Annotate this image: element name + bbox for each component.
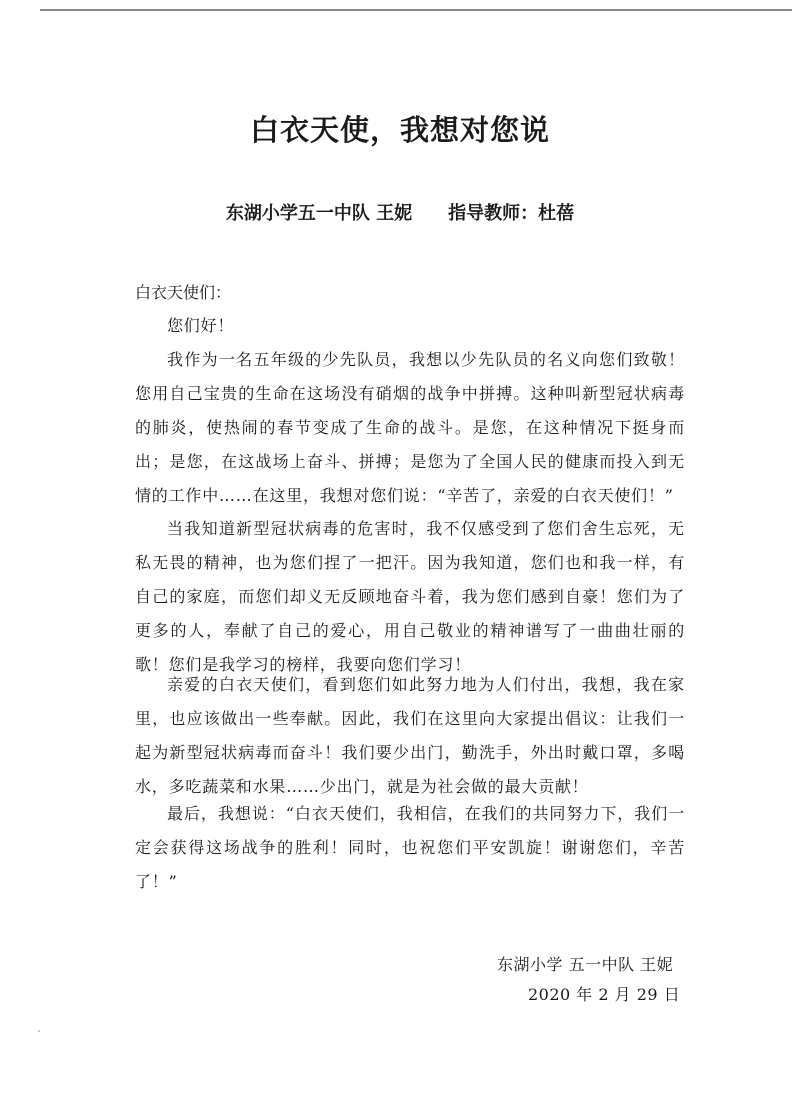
paragraph-tribute: 我作为一名五年级的少先队员，我想以少先队员的名义向您们致敬！您用自己宝贵的生命在这场没有硝烟的战争中拼搏。这种叫新型冠状病毒的肺炎，使热闹的春节变成了生命的战斗。是您，在这种情况下挺身而出；是您，在这战场上奋斗、拼搏；是您为了全国人民的健康而投入到无情的工作中……在这里，我想对您们说：“辛苦了，亲爱的白衣天使们！”: [135, 350, 685, 505]
paragraph-initiative: 亲爱的白衣天使们，看到您们如此努力地为人们付出，我想，我在家里，也应该做出一些奉献。因此，我们在这里向大家提出倡议：让我们一起为新型冠状病毒而奋斗！我们要少出门，勤洗手，外出时戴口罩，多喝水，多吃蔬菜和水果……少出门，就是为社会做的最大贡献！: [135, 675, 685, 796]
paragraph-greeting: 您们好！: [167, 316, 235, 335]
teacher-line: 指导教师：杜蓓: [448, 203, 575, 224]
salutation: 白衣天使们：: [135, 283, 232, 302]
paragraph-pride: 当我知道新型冠状病毒的危害时，我不仅感受到了您们舍生忘死，无私无畏的精神，也为您们捏了一把汗。因为我知道，您们也和我一样，有自己的家庭，而您们却义无反顾地奋斗着，我为您们感到自豪！您们为了更多的人，奉献了自己的爱心，用自己敬业的精神谱写了一曲曲壮丽的歌！您们是我学习的榜样，我要向您们学习！: [135, 519, 685, 674]
scan-speck: [38, 1030, 40, 1032]
date: 2020 年 2 月 29 日: [528, 985, 681, 1004]
author-line: 东湖小学五一中队 王妮: [225, 203, 413, 224]
paragraph-closing: 最后，我想说：“白衣天使们，我相信，在我们的共同努力下，我们一定会获得这场战争的胜利！同时，也祝您们平安凯旋！谢谢您们，辛苦了！”: [135, 804, 685, 891]
byline: [0, 199, 800, 225]
document-title: 白衣天使，我想对您说: [249, 113, 550, 147]
scan-top-edge-line: [40, 9, 792, 11]
signature: 东湖小学 五一中队 王妮: [497, 955, 674, 974]
